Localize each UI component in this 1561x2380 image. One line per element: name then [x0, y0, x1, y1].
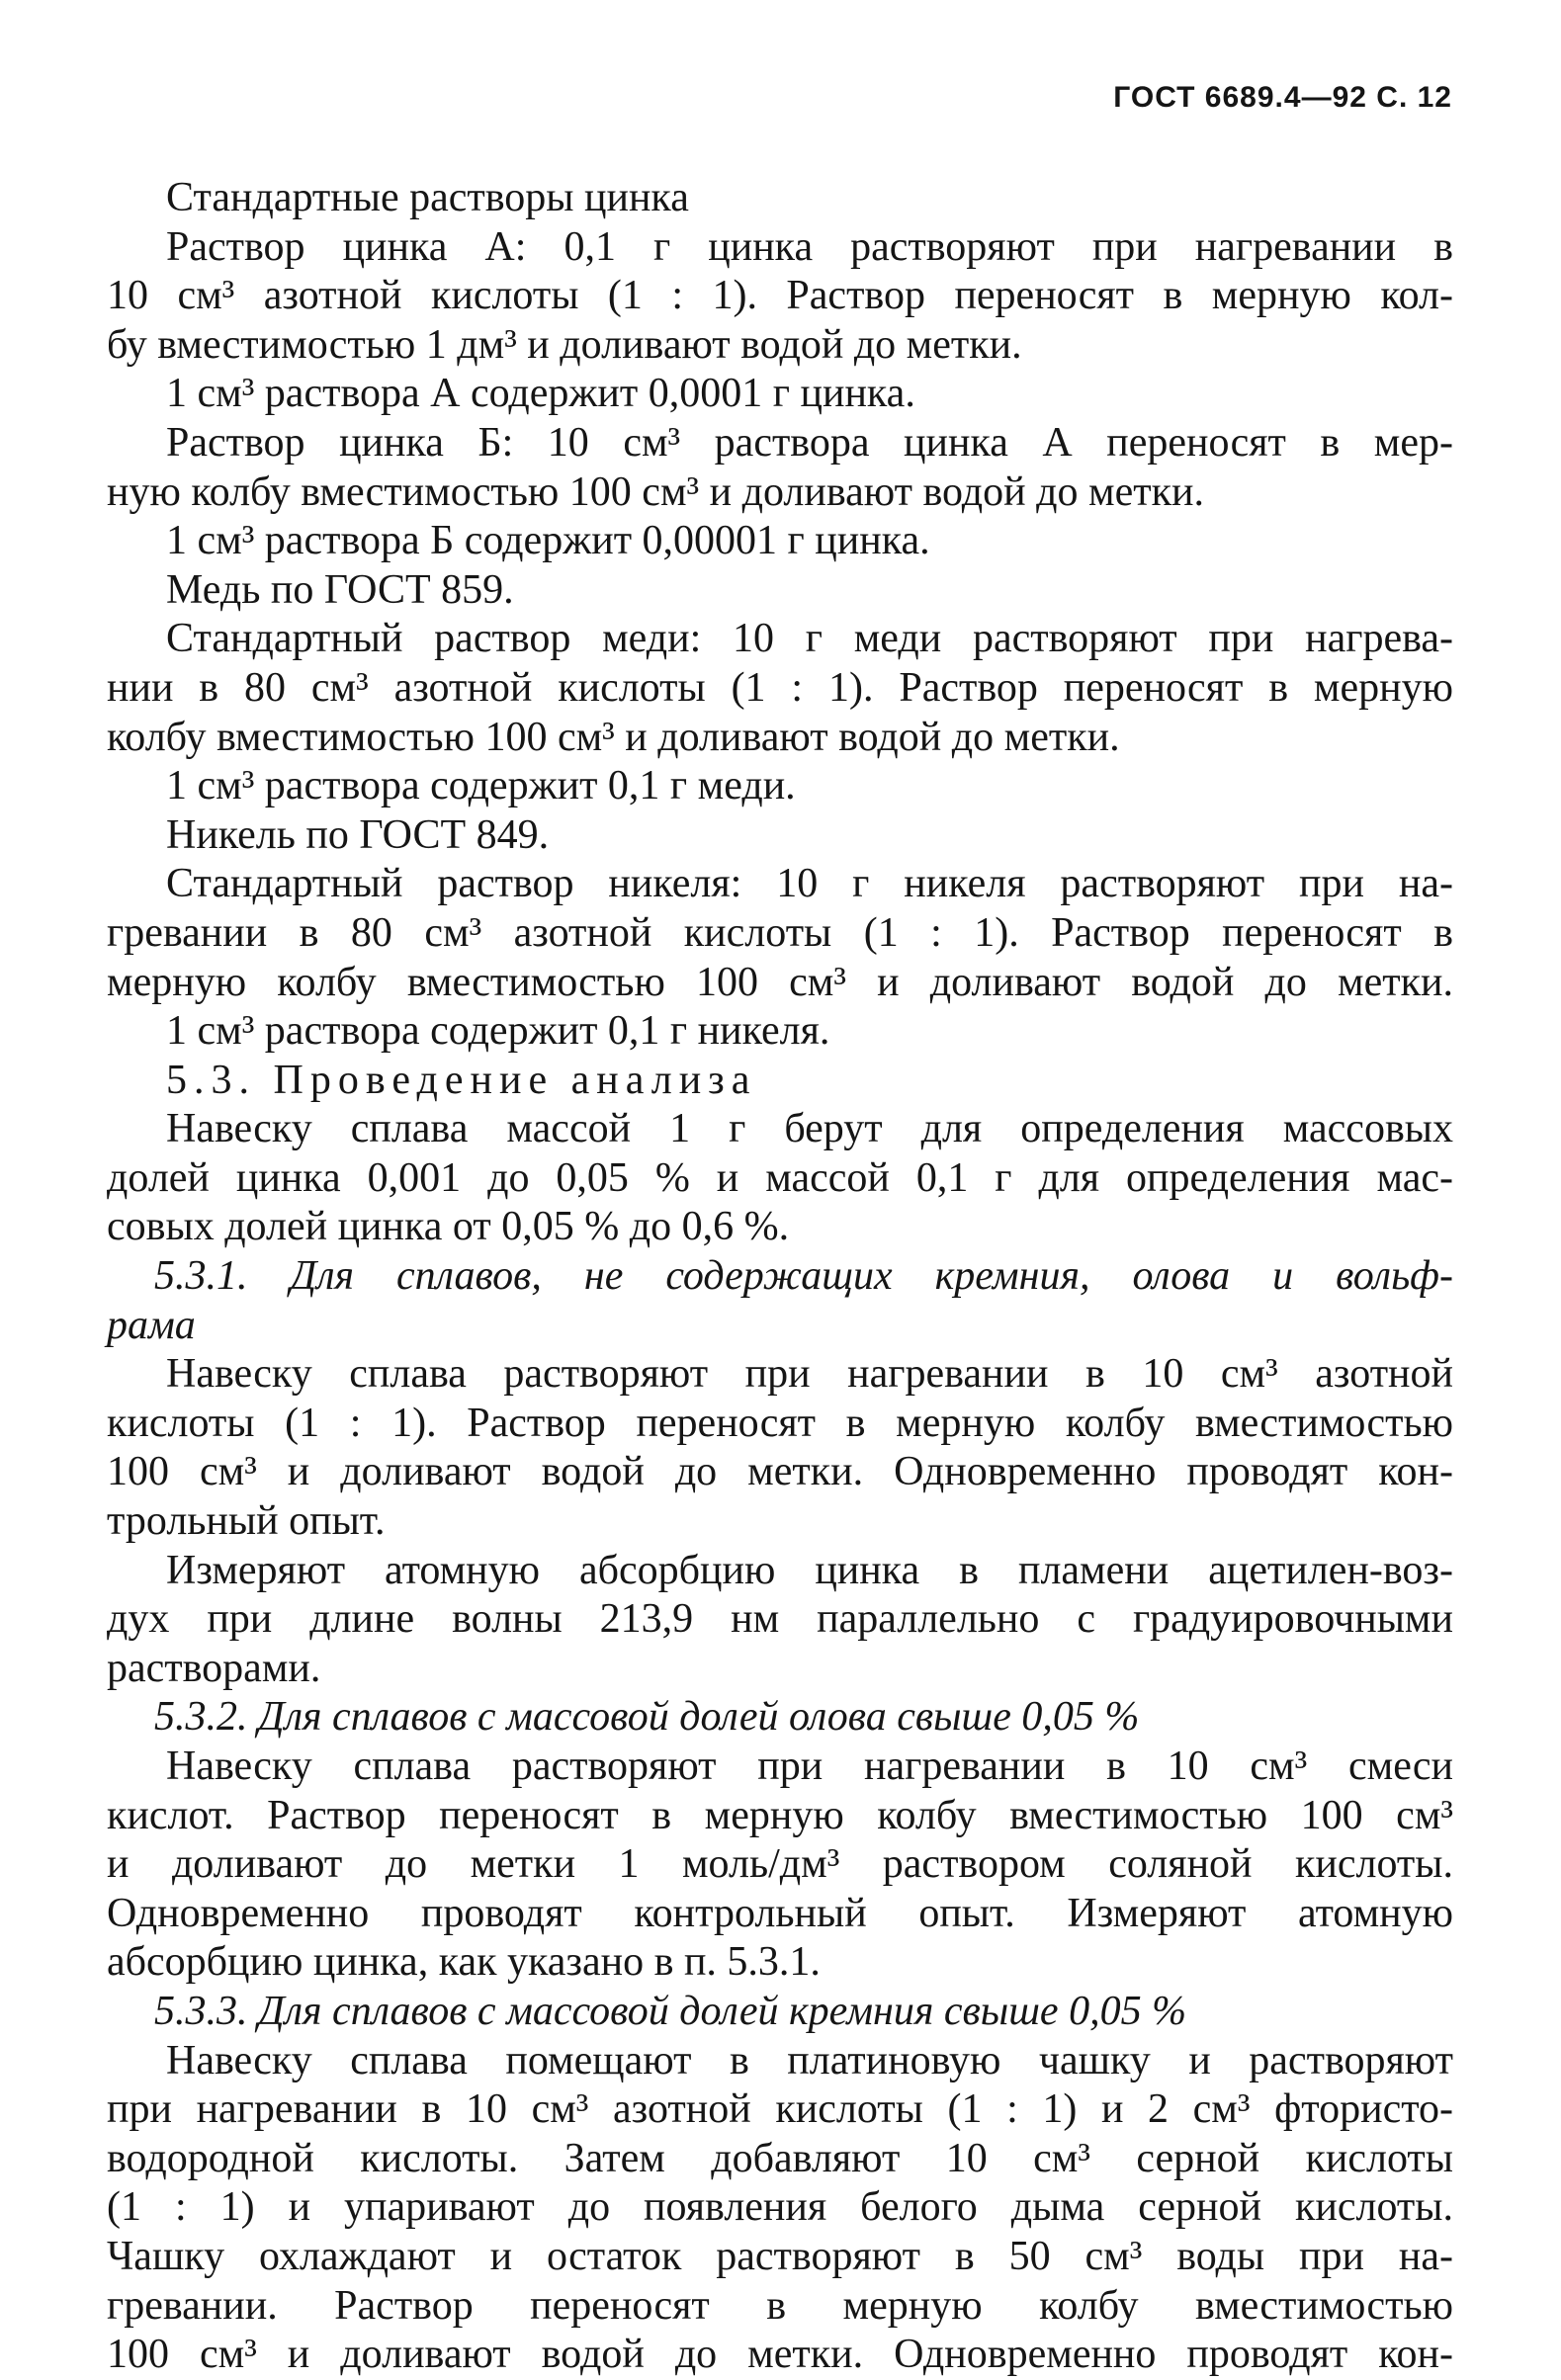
text-line: Никель по ГОСТ 849.: [166, 811, 550, 858]
page-number: С. 12: [1376, 81, 1452, 114]
text-line: мерную колбу вместимостью 100 см³ и доливают водой до метки.: [107, 959, 1453, 1005]
text-line: Одновременно проводят контрольный опыт. Измеряют атомную: [107, 1890, 1453, 1936]
section-heading-5-3-1-cont: рама: [107, 1302, 196, 1348]
standard-number: ГОСТ 6689.4—92: [1113, 81, 1367, 114]
text-line: (1 : 1) и упаривают до появления белого дыма серной кислоты.: [107, 2184, 1453, 2231]
text-line: при нагревании в 10 см³ азотной кислоты (1 : 1) и 2 см³ фтористо-: [107, 2086, 1453, 2133]
text-line: Навеску сплава растворяют при нагревании в 10 см³ азотной: [166, 1351, 1453, 1398]
text-line: Раствор цинка А: 0,1 г цинка растворяют при нагревании в: [166, 223, 1453, 270]
section-heading-5-3-2: 5.3.2. Для сплавов с массовой долей олова свыше 0,05 %: [154, 1694, 1140, 1741]
text-line: долей цинка 0,001 до 0,05 % и массой 0,1 г для определения мас-: [107, 1154, 1453, 1201]
text-line: бу вместимостью 1 дм³ и доливают водой до метки.: [107, 321, 1022, 368]
text-line: Чашку охлаждают и остаток растворяют в 50 см³ воды при на-: [107, 2233, 1453, 2279]
text-line: гревании в 80 см³ азотной кислоты (1 : 1). Раствор переносят в: [107, 909, 1453, 956]
text-line: 1 см³ раствора содержит 0,1 г меди.: [166, 763, 796, 809]
text-line: 1 см³ раствора А содержит 0,0001 г цинка.: [166, 371, 915, 417]
text-line: абсорбцию цинка, как указано в п. 5.3.1.: [107, 1939, 821, 1986]
text-line: водородной кислоты. Затем добавляют 10 см³ серной кислоты: [107, 2135, 1453, 2181]
text-line: дух при длине волны 213,9 нм параллельно с градуировочными: [107, 1596, 1453, 1643]
text-line: 100 см³ и доливают водой до метки. Одновременно проводят кон-: [107, 2332, 1453, 2378]
text-line: совых долей цинка от 0,05 % до 0,6 %.: [107, 1204, 790, 1250]
text-line: растворами.: [107, 1645, 321, 1691]
page-header: [1113, 81, 1452, 115]
text-line: Измеряют атомную абсорбцию цинка в пламени ацетилен-воз-: [166, 1547, 1453, 1593]
body-text: [107, 174, 1453, 2380]
text-line: Стандартный раствор никеля: 10 г никеля растворяют при на-: [166, 861, 1453, 907]
section-heading-5-3-3: 5.3.3. Для сплавов с массовой долей кремния свыше 0,05 %: [154, 1988, 1187, 2034]
text-line: колбу вместимостью 100 см³ и доливают водой до метки.: [107, 714, 1120, 760]
text-line: 100 см³ и доливают водой до метки. Одновременно проводят кон-: [107, 1449, 1453, 1495]
text-line: 1 см³ раствора содержит 0,1 г никеля.: [166, 1008, 830, 1055]
text-line: и доливают до метки 1 моль/дм³ раствором соляной кислоты.: [107, 1841, 1453, 1888]
section-heading-5-3-1: 5.3.1. Для сплавов, не содержащих кремния, олова и вольф-: [154, 1253, 1453, 1300]
text-line: Навеску сплава растворяют при нагревании в 10 см³ смеси: [166, 1743, 1453, 1789]
text-line: кислоты (1 : 1). Раствор переносят в мерную колбу вместимостью: [107, 1400, 1453, 1446]
subheading-standard-solutions: Стандартные растворы цинка: [166, 175, 689, 220]
text-line: Навеску сплава помещают в платиновую чашку и растворяют: [166, 2037, 1453, 2083]
text-line: Навеску сплава массой 1 г берут для определения массовых: [166, 1106, 1453, 1152]
text-line: трольный опыт.: [107, 1498, 386, 1545]
text-line: 1 см³ раствора Б содержит 0,00001 г цинка.: [166, 518, 930, 564]
text-line: Стандартный раствор меди: 10 г меди растворяют при нагрева-: [166, 616, 1453, 662]
text-line: нии в 80 см³ азотной кислоты (1 : 1). Раствор переносят в мерную: [107, 664, 1453, 711]
text-line: Раствор цинка Б: 10 см³ раствора цинка А переносят в мер-: [166, 419, 1453, 466]
section-heading-5-3: 5.3. Проведение анализа: [166, 1057, 757, 1103]
text-line: 10 см³ азотной кислоты (1 : 1). Раствор переносят в мерную кол-: [107, 273, 1453, 319]
text-line: Медь по ГОСТ 859.: [166, 566, 514, 613]
text-line: кислот. Раствор переносят в мерную колбу вместимостью 100 см³: [107, 1792, 1453, 1838]
text-line: гревании. Раствор переносят в мерную колбу вместимостью: [107, 2282, 1453, 2329]
text-line: ную колбу вместимостью 100 см³ и доливают водой до метки.: [107, 468, 1204, 515]
